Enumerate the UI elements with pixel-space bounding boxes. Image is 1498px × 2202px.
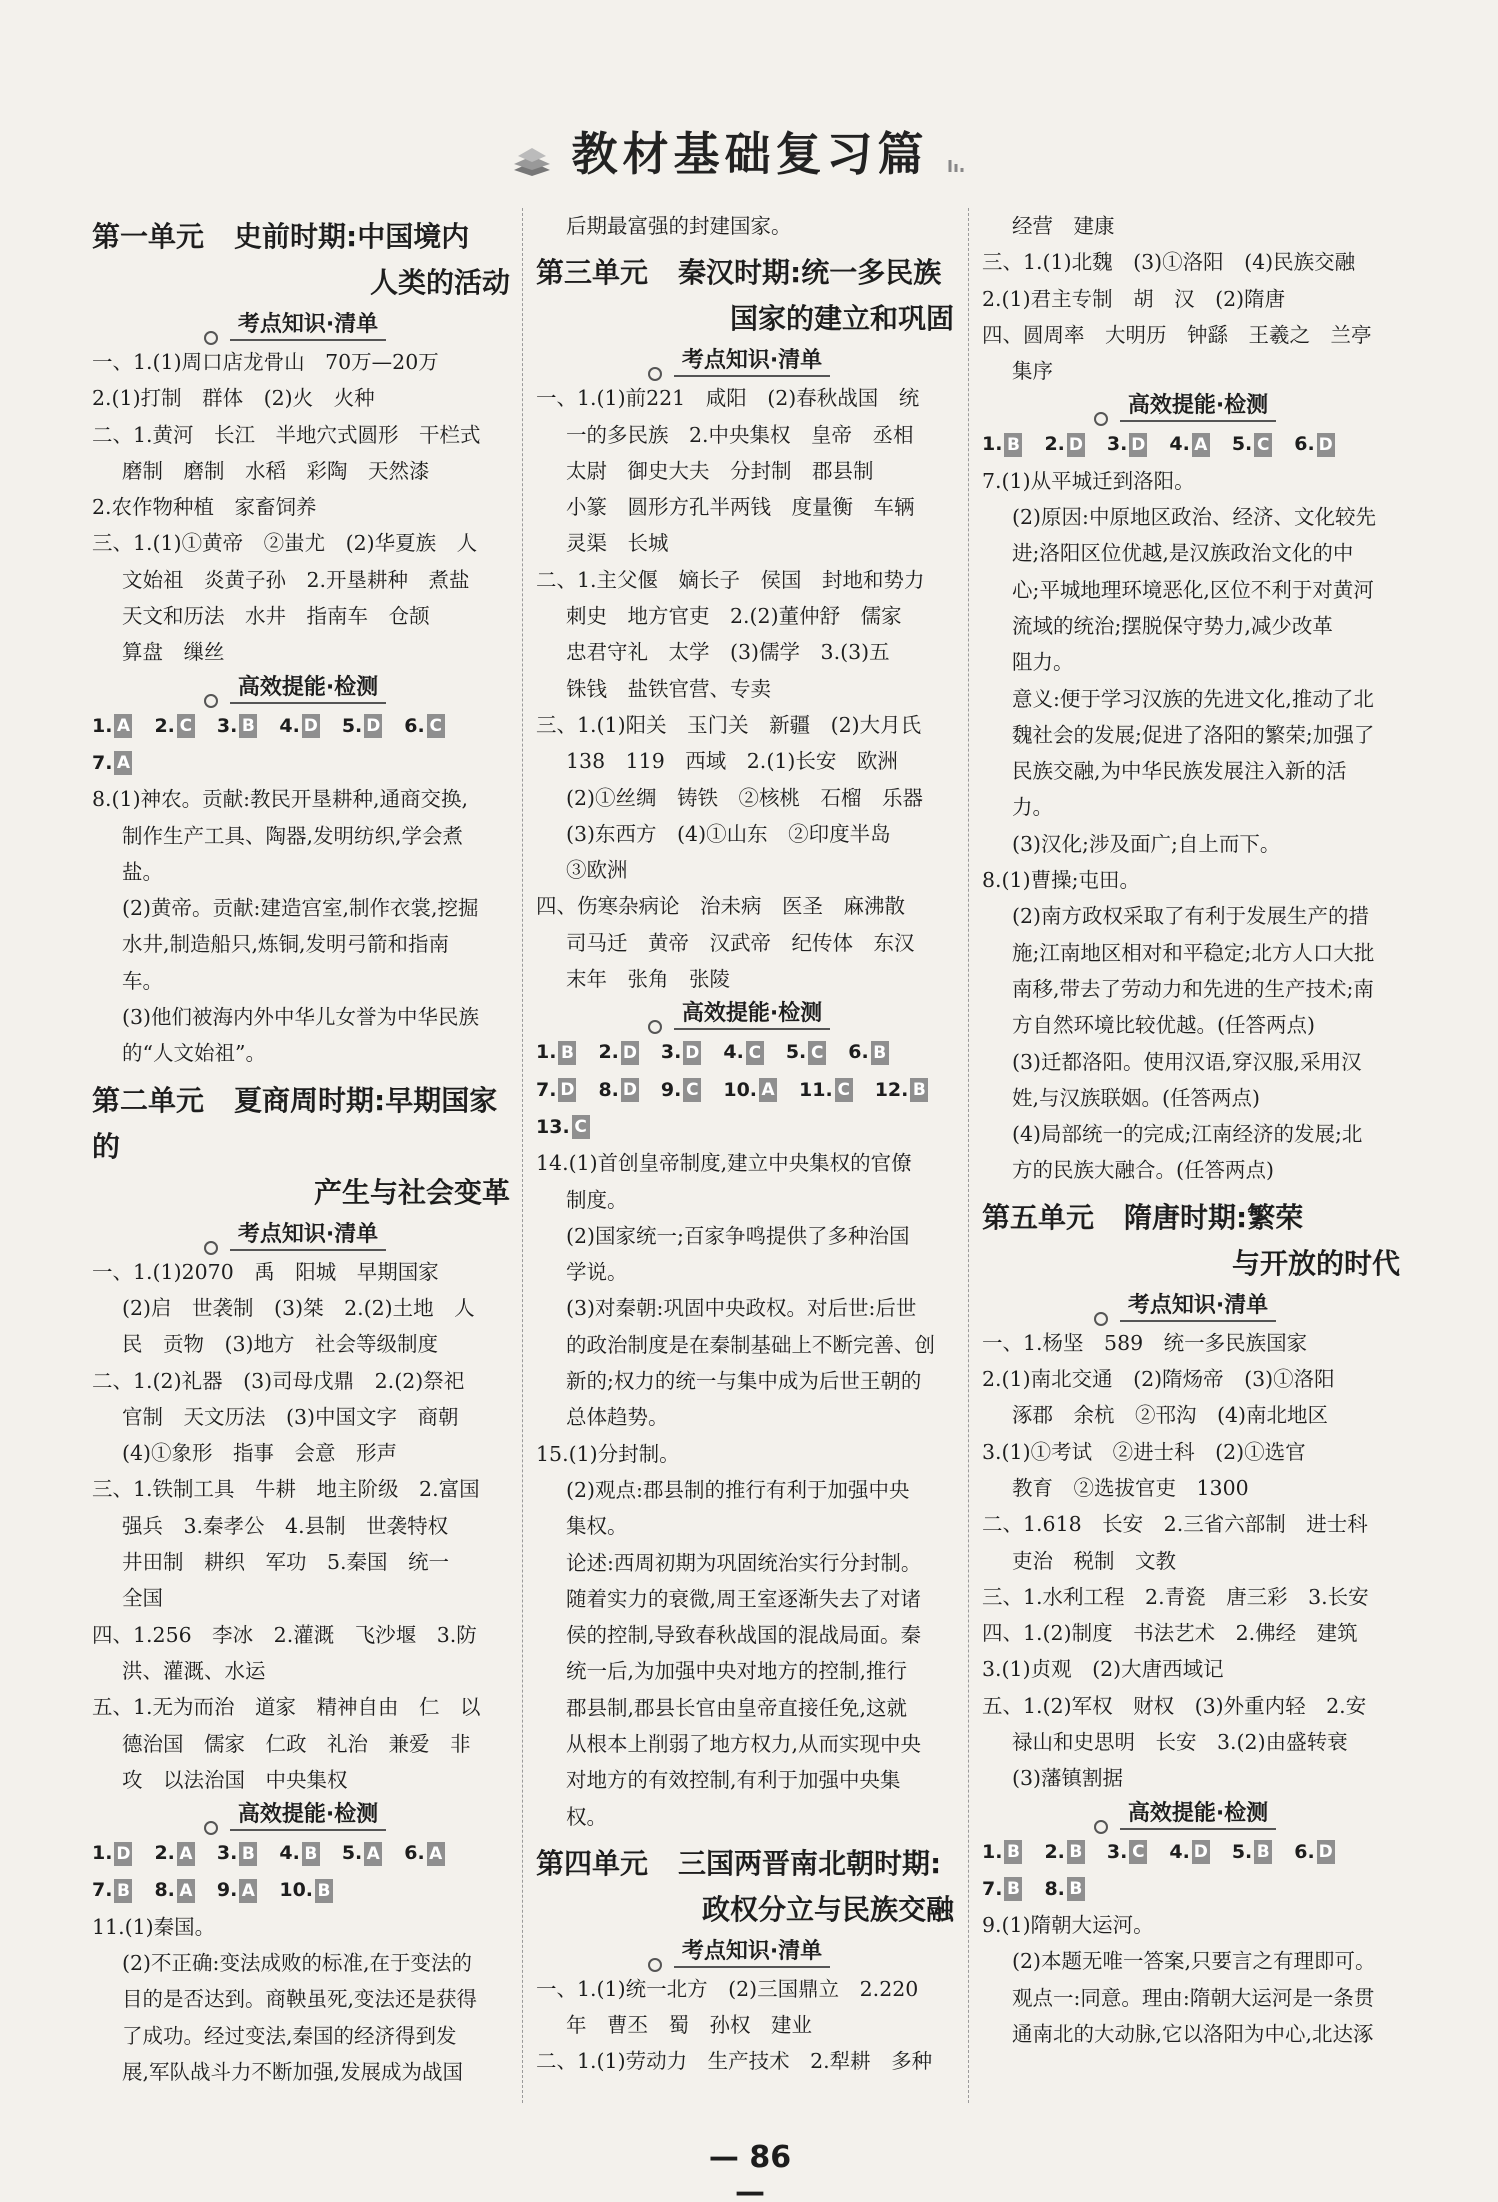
question-number: 9. (216, 1879, 238, 1902)
text-line: 二、1.(1)劳动力 生产技术 2.犁耕 多种 (536, 2049, 933, 2074)
answer-choice-box: A (759, 1078, 777, 1102)
mc-answers (92, 1834, 524, 1871)
text-line: 三、1.铁制工具 牛耕 地主阶级 2.富国 (92, 1477, 480, 1502)
page-number: — 86 — (708, 2140, 792, 2202)
unit-5-detail-answers (982, 1907, 1414, 2052)
question-number: 10. (723, 1078, 758, 1101)
text-line: 3.(1)①考试 ②进士科 (2)①选官 (982, 1439, 1306, 1464)
answer-choice-box: C (1254, 433, 1272, 457)
question-number: 6. (404, 714, 425, 737)
mc-answers (982, 1870, 1414, 1907)
text-line: 集序 (1012, 359, 1053, 384)
text-line: 文始祖 炎黄子孙 2.开垦耕种 煮盐 (122, 567, 470, 592)
question-number: 4. (723, 1041, 744, 1064)
text-line: 吏治 税制 文教 (1012, 1548, 1176, 1573)
text-line: 2.(1)打制 群体 (2)火 火种 (92, 386, 375, 411)
text-line: (2)启 世袭制 (3)桀 2.(2)土地 人 (122, 1295, 475, 1320)
text-line: (4)局部统一的完成;江南经济的发展;北 (1012, 1122, 1363, 1147)
unit-5-knowledge (982, 1325, 1414, 1797)
text-line: 四、伤寒杂病论 治未病 医圣 麻沸散 (536, 894, 905, 919)
question-number: 6. (404, 1842, 425, 1865)
unit-1-detail-answers (92, 781, 524, 1071)
text-line: 2.(1)君主专制 胡 汉 (2)隋唐 (982, 286, 1286, 311)
question-number: 6. (1294, 433, 1315, 456)
section-kaodian: 考点知识·清单 (92, 310, 524, 340)
text-line: 太尉 御史大夫 分封制 郡县制 (566, 458, 874, 483)
question-number: 2. (154, 1842, 175, 1865)
text-line: 2.(1)南北交通 (2)隋炀帝 (3)①洛阳 (982, 1367, 1335, 1392)
text-line: 7.(1)从平城迁到洛阳。 (982, 468, 1195, 493)
question-number: 1. (92, 1842, 113, 1865)
text-line: (3)迁都洛阳。使用汉语,穿汉服,采用汉 (1012, 1049, 1362, 1074)
unit-3-knowledge (536, 380, 968, 997)
answer-choice-box: B (1067, 1840, 1085, 1864)
text-line: 四、1.256 李冰 2.灌溉 飞沙堰 3.防 (92, 1622, 477, 1647)
answer-choice-box: D (366, 716, 381, 737)
text-line: 进;洛阳区位优越,是汉族政治文化的中 (1012, 541, 1354, 566)
answer-choice-box: D (116, 1843, 131, 1864)
text-line: (3)藩镇割据 (1012, 1766, 1124, 1791)
text-line: 三、1.(1)阳关 玉门关 新疆 (2)大月氏 (536, 712, 922, 737)
answer-choice-box: A (364, 1842, 382, 1866)
question-number: 7. (982, 1877, 1003, 1900)
text-line: ③欧洲 (566, 858, 628, 883)
answer-choice-box: D (1068, 434, 1083, 455)
text-line: 目的是否达到。商鞅虽死,变法还是获得 (122, 1987, 478, 2012)
text-line: 11.(1)秦国。 (92, 1914, 216, 1939)
text-line: 阻力。 (1012, 650, 1074, 675)
question-number: 1. (982, 433, 1003, 456)
text-line: 制作生产工具、陶器,发明纺织,学会煮 (122, 823, 464, 848)
text-line: 三、1.(1)北魏 (3)①洛阳 (4)民族交融 (982, 250, 1356, 275)
text-line: 138 119 西域 2.(1)长安 欧洲 (566, 749, 898, 774)
question-number: 3. (1106, 433, 1128, 456)
question-number: 6. (1294, 1840, 1315, 1863)
mc-answers (536, 1033, 968, 1070)
text-line: 一、1.(1)统一北方 (2)三国鼎立 2.220 (536, 1976, 919, 2001)
question-number: 2. (1044, 1840, 1065, 1863)
question-number: 2. (1044, 433, 1065, 456)
section-gaoxiao: 高效提能·检测 (92, 1800, 524, 1830)
text-line: 力。 (1012, 795, 1053, 820)
question-number: 8. (1044, 1877, 1065, 1900)
answer-choice-box: C (572, 1115, 590, 1139)
text-line: 的“人文始祖”。 (122, 1041, 266, 1066)
text-line: 教育 ②选拔官吏 1300 (1012, 1475, 1249, 1500)
text-line: 施;江南地区相对和平稳定;北方人口大批 (1012, 940, 1375, 965)
text-line: 井田制 耕织 军功 5.秦国 统一 (122, 1550, 450, 1575)
text-line: 总体趋势。 (566, 1405, 669, 1430)
answer-choice-box: A (177, 1879, 195, 1903)
answer-choice-box: B (558, 1041, 576, 1065)
unit-4-detail-answers (982, 463, 1414, 1189)
text-line: (2)黄帝。贡献:建造宫室,制作衣裳,挖掘 (122, 896, 479, 921)
answer-choice-box: B (239, 1842, 257, 1866)
text-line: 后期最富强的封建国家。 (566, 214, 792, 238)
text-line: 2.农作物种植 家畜饲养 (92, 495, 317, 520)
unit-4-knowledge (536, 1971, 968, 2080)
question-number: 3. (216, 1842, 238, 1865)
text-line: 末年 张角 张陵 (566, 967, 730, 992)
text-line: 小篆 圆形方孔半两钱 度量衡 车辆 (566, 495, 915, 520)
answer-choice-box: B (1004, 433, 1022, 457)
text-line: (3)他们被海内外中华儿女誉为中华民族 (122, 1005, 480, 1030)
text-line: 年 曹丕 蜀 孙权 建业 (566, 2013, 812, 2038)
text-line: 制度。 (566, 1187, 628, 1212)
text-line: 经营 建康 (1012, 214, 1115, 238)
answer-choice-box: D (303, 716, 318, 737)
text-line: (3)汉化;涉及面广;自上而下。 (1012, 831, 1281, 856)
text-line: 方的民族大融合。(任答两点) (1012, 1158, 1274, 1183)
text-line: 铢钱 盐铁官营、专卖 (566, 676, 771, 701)
text-line: 14.(1)首创皇帝制度,建立中央集权的官僚 (536, 1151, 912, 1176)
text-line: 一、1.杨坚 589 统一多民族国家 (982, 1330, 1308, 1355)
text-line: 郡县制,郡县长官由皇帝直接任免,这就 (566, 1695, 908, 1720)
text-line: 论述:西周初期为巩固统治实行分封制。 (566, 1550, 922, 1575)
question-number: 5. (341, 1842, 363, 1865)
text-line: 德治国 儒家 仁政 礼治 兼爱 非 (122, 1731, 471, 1756)
question-number: 3. (216, 714, 238, 737)
question-number: 6. (848, 1041, 869, 1064)
text-line: 民 贡物 (3)地方 社会等级制度 (122, 1332, 439, 1357)
mc-answers (536, 1108, 968, 1145)
question-number: 8. (154, 1879, 175, 1902)
answer-choice-box: B (302, 1842, 320, 1866)
text-line: 灵渠 长城 (566, 531, 669, 556)
text-line: 二、1.黄河 长江 半地穴式圆形 干栏式 (92, 422, 481, 447)
text-line: 意义:便于学习汉族的先进文化,推动了北 (1012, 686, 1374, 711)
mc-answers (92, 744, 524, 781)
text-line: 侯的控制,导致春秋战国的混战局面。秦 (566, 1623, 922, 1648)
text-line: 磨制 磨制 水稻 彩陶 天然漆 (122, 458, 430, 483)
section-kaodian: 考点知识·清单 (536, 346, 968, 376)
text-line: 天文和历法 水井 指南车 仓颉 (122, 604, 430, 629)
text-line: 8.(1)神农。贡献:教民开垦耕种,通商交换, (92, 787, 469, 812)
text-line: (2)南方政权采取了有利于发展生产的措 (1012, 904, 1370, 929)
decor-lines-icon (946, 140, 990, 176)
book-stack-icon (510, 140, 554, 176)
answer-choice-box: D (1318, 434, 1333, 455)
section-kaodian: 考点知识·清单 (982, 1291, 1414, 1321)
section-gaoxiao: 高效提能·检测 (982, 1799, 1414, 1829)
answer-choice-box: B (1004, 1877, 1022, 1901)
text-line: (3)东西方 (4)①山东 ②印度半岛 (566, 821, 891, 846)
column-3 (982, 208, 1414, 2052)
column-1 (92, 208, 524, 2090)
text-line: (2)国家统一;百家争鸣提供了多种治国 (566, 1223, 910, 1248)
text-line: 三、1.(1)①黄帝 ②蚩尤 (2)华夏族 人 (92, 531, 478, 556)
question-number: 7. (92, 751, 113, 774)
unit-3-heading: 第三单元 秦汉时期:统一多民族 国家的建立和巩固 (536, 256, 954, 336)
question-number: 8. (598, 1078, 619, 1101)
question-number: 3. (660, 1041, 682, 1064)
text-line: 方自然环境比较优越。(任答两点) (1012, 1013, 1315, 1038)
unit-5-heading: 第五单元 隋唐时期:繁荣 与开放的时代 (982, 1200, 1400, 1280)
question-number: 7. (536, 1078, 557, 1101)
answer-choice-box: D (685, 1042, 700, 1063)
text-line: 8.(1)曹操;屯田。 (982, 868, 1141, 893)
question-number: 1. (536, 1041, 557, 1064)
answer-choice-box: B (910, 1078, 928, 1102)
unit-1-knowledge (92, 344, 524, 671)
answer-choice-box: A (427, 1842, 445, 1866)
answer-choice-box: C (746, 1041, 764, 1065)
text-line: 官制 天文历法 (3)中国文字 商朝 (122, 1404, 459, 1429)
text-line: 一的多民族 2.中央集权 皇帝 丞相 (566, 422, 914, 447)
text-line: 五、1.无为而治 道家 精神自由 仁 以 (92, 1695, 481, 1720)
text-line: 的政治制度是在秦制基础上不断完善、创 (566, 1332, 935, 1357)
text-line: 禄山和史思明 长安 3.(2)由盛转衰 (1012, 1729, 1348, 1754)
answer-choice-box: B (1067, 1877, 1085, 1901)
answer-choice-box: D (560, 1080, 575, 1101)
answer-choice-box: A (239, 1879, 257, 1903)
text-line: 水井,制造船只,炼铜,发明弓箭和指南 (122, 932, 450, 957)
mc-answers (982, 425, 1414, 462)
question-number: 5. (1231, 1840, 1253, 1863)
text-line: 忠君守礼 太学 (3)儒学 3.(3)五 (566, 640, 890, 665)
text-line: 算盘 缫丝 (122, 640, 225, 665)
page-title-banner (510, 122, 990, 186)
text-line: 从根本上削弱了地方权力,从而实现中央 (566, 1731, 922, 1756)
question-number: 4. (1169, 433, 1190, 456)
question-number: 4. (279, 1842, 300, 1865)
question-number: 2. (154, 714, 175, 737)
question-number: 10. (279, 1879, 314, 1902)
text-line: (2)不正确:变法成败的标准,在于变法的 (122, 1950, 472, 1975)
text-line: 3.(1)贞观 (2)大唐西域记 (982, 1657, 1224, 1682)
text-line: 涿郡 余杭 ②邗沟 (4)南北地区 (1012, 1403, 1329, 1428)
unit-4-heading: 第四单元 三国两晋南北朝时期: 政权分立与民族交融 (536, 1846, 954, 1926)
text-line: 四、1.(2)制度 书法艺术 2.佛经 建筑 (982, 1621, 1358, 1646)
question-number: 9. (660, 1078, 682, 1101)
page-title: 教材基础复习篇 (571, 127, 929, 181)
answer-choice-box: A (114, 714, 132, 738)
text-line: 观点一:同意。理由:隋朝大运河是一条贯 (1012, 1985, 1375, 2010)
text-line: 魏社会的发展;促进了洛阳的繁荣;加强了 (1012, 722, 1375, 747)
text-line: 集权。 (566, 1514, 628, 1539)
text-line: (2)本题无唯一答案,只要言之有理即可。 (1012, 1949, 1376, 1974)
unit-2-heading: 第二单元 夏商周时期:早期国家的 产生与社会变革 (92, 1083, 510, 1209)
answer-choice-box: B (1254, 1840, 1272, 1864)
question-number: 12. (874, 1078, 909, 1101)
question-number: 13. (536, 1115, 570, 1138)
text-line: 南移,带去了劳动力和先进的生产技术;南 (1012, 976, 1374, 1001)
mc-answers (92, 1871, 524, 1908)
unit-2-knowledge (92, 1254, 524, 1798)
mc-answers (92, 707, 524, 744)
mc-answers (982, 1833, 1414, 1870)
column-divider (968, 208, 969, 2103)
question-number: 1. (982, 1840, 1003, 1863)
answer-choice-box: B (315, 1879, 333, 1903)
text-line: 全国 (122, 1586, 163, 1611)
text-line: 心;平城地理环境恶化,区位不利于对黄河 (1012, 577, 1374, 602)
question-number: 7. (92, 1879, 113, 1902)
text-line: 一、1.(1)周口店龙骨山 70万—20万 (92, 350, 439, 374)
text-line: 盐。 (122, 859, 163, 884)
answer-choice-box: B (1004, 1840, 1022, 1864)
question-number: 2. (598, 1041, 619, 1064)
text-line: 流域的统治;摆脱保守势力,减少改革 (1012, 613, 1333, 638)
text-line: 15.(1)分封制。 (536, 1441, 680, 1466)
unit-2-detail-answers (92, 1909, 524, 2090)
answer-choice-box: D (1318, 1842, 1333, 1863)
question-number: 4. (279, 714, 300, 737)
text-line: 三、1.水利工程 2.青瓷 唐三彩 3.长安 (982, 1584, 1369, 1609)
answer-choice-box: D (622, 1080, 637, 1101)
answer-choice-box: D (622, 1042, 637, 1063)
text-line: 对地方的有效控制,有利于加强中央集 (566, 1768, 901, 1793)
text-line: 统一后,为加强中央对地方的控制,推行 (566, 1659, 908, 1684)
answer-choice-box: D (1131, 434, 1146, 455)
answer-choice-box: C (683, 1078, 701, 1102)
section-gaoxiao: 高效提能·检测 (536, 999, 968, 1029)
text-line: 司马迁 黄帝 汉武帝 纪传体 东汉 (566, 930, 915, 955)
answer-choice-box: B (114, 1879, 132, 1903)
text-line: 强兵 3.秦孝公 4.县制 世袭特权 (122, 1513, 449, 1538)
text-line: 通南北的大动脉,它以洛阳为中心,北达涿 (1012, 2022, 1374, 2047)
column-2 (536, 208, 968, 2080)
text-line: 随着实力的衰微,周王室逐渐失去了对诸 (566, 1586, 922, 1611)
unit-3-detail-answers (536, 1145, 968, 1835)
answer-choice-box: A (114, 751, 132, 775)
question-number: 1. (92, 714, 113, 737)
text-line: 攻 以法治国 中央集权 (122, 1767, 348, 1792)
question-number: 5. (341, 714, 363, 737)
unit-1-heading: 第一单元 史前时期:中国境内 人类的活动 (92, 220, 510, 299)
answer-choice-box: C (835, 1078, 853, 1102)
question-number: 4. (1169, 1840, 1190, 1863)
section-kaodian: 考点知识·清单 (536, 1937, 968, 1967)
text-line: (4)①象形 指事 会意 形声 (122, 1441, 398, 1466)
question-number: 11. (799, 1078, 833, 1101)
text-line: 一、1.(1)2070 禹 阳城 早期国家 (92, 1259, 439, 1284)
answer-choice-box: A (1192, 433, 1210, 457)
answer-choice-box: B (871, 1041, 889, 1065)
text-line: (3)对秦朝:巩固中央政权。对后世:后世 (566, 1296, 917, 1321)
section-gaoxiao: 高效提能·检测 (982, 391, 1414, 421)
text-line: 四、圆周率 大明历 钟繇 王羲之 兰亭 (982, 322, 1372, 347)
text-line: 了成功。经过变法,秦国的经济得到发 (122, 2023, 457, 2048)
text-line: 新的;权力的统一与集中成为后世王朝的 (566, 1369, 922, 1394)
text-line: 学说。 (566, 1260, 628, 1285)
text-line: 姓,与汉族联姻。(任答两点) (1012, 1085, 1261, 1110)
text-line: (2)观点:郡县制的推行有利于加强中央 (566, 1477, 910, 1502)
answer-choice-box: C (177, 714, 195, 738)
text-line: 二、1.618 长安 2.三省六部制 进士科 (982, 1512, 1368, 1537)
answer-choice-box: C (808, 1041, 826, 1065)
text-line: 二、1.(2)礼器 (3)司母戊鼎 2.(2)祭祀 (92, 1368, 465, 1393)
continued-text (536, 208, 968, 244)
text-line: 刺史 地方官吏 2.(2)董仲舒 儒家 (566, 604, 902, 629)
text-line: 9.(1)隋朝大运河。 (982, 1913, 1154, 1938)
section-kaodian: 考点知识·清单 (92, 1220, 524, 1250)
question-number: 5. (785, 1041, 807, 1064)
mc-answers (536, 1071, 968, 1108)
question-number: 5. (1231, 433, 1253, 456)
answer-choice-box: C (1129, 1840, 1147, 1864)
text-line: (2)原因:中原地区政治、经济、文化较先 (1012, 505, 1376, 530)
text-line: 展,军队战斗力不断加强,发展成为战国 (122, 2059, 464, 2084)
text-line: 权。 (566, 1804, 607, 1829)
text-line: 一、1.(1)前221 咸阳 (2)春秋战国 统 (536, 386, 920, 411)
answer-choice-box: C (427, 714, 445, 738)
text-line: 五、1.(2)军权 财权 (3)外重内轻 2.安 (982, 1693, 1367, 1718)
text-line: 民族交融,为中华民族发展注入新的活 (1012, 759, 1347, 784)
text-line: (2)①丝绸 铸铁 ②核桃 石榴 乐器 (566, 785, 924, 810)
section-gaoxiao: 高效提能·检测 (92, 673, 524, 703)
text-line: 二、1.主父偃 嫡长子 侯国 封地和势力 (536, 567, 925, 592)
answer-choice-box: A (177, 1842, 195, 1866)
answer-choice-box: B (239, 714, 257, 738)
answer-choice-box: D (1193, 1842, 1208, 1863)
text-line: 车。 (122, 968, 163, 993)
continued-text (982, 208, 1414, 389)
text-line: 洪、灌溉、水运 (122, 1658, 266, 1683)
question-number: 3. (1106, 1840, 1128, 1863)
